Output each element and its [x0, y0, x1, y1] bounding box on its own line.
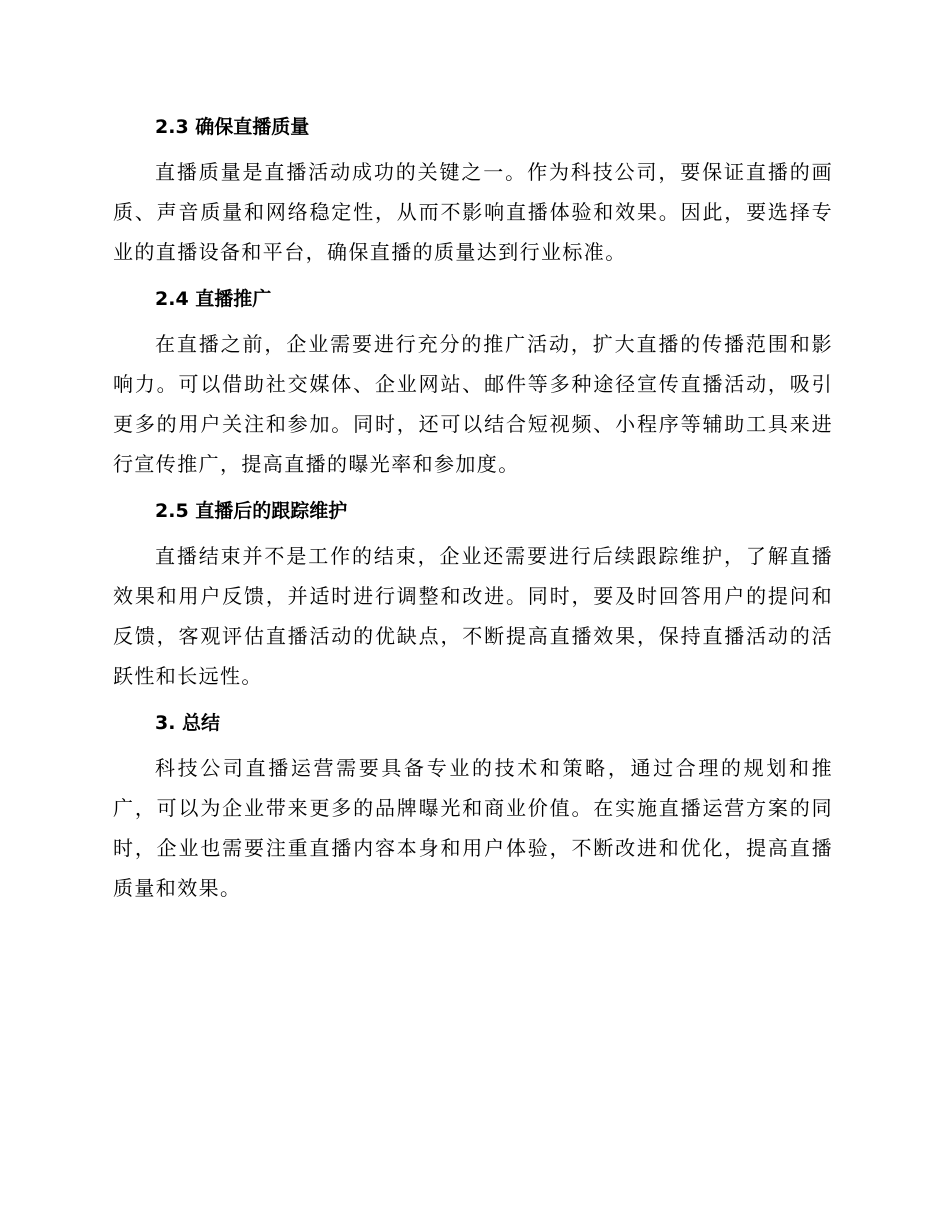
- section-heading: 2.3 确保直播质量: [155, 116, 310, 138]
- section-paragraph: 直播结束并不是工作的结束，企业还需要进行后续跟踪维护，了解直播效果和用户反馈，并适时进行调整和改进。同时，要及时回答用户的提问和反馈，客观评估直播活动的优缺点，不断提高直播效果，保持直播活动的活跃性和长远性。: [113, 544, 833, 688]
- section-paragraph: 直播质量是直播活动成功的关键之一。作为科技公司，要保证直播的画质、声音质量和网络稳定性，从而不影响直播体验和效果。因此，要选择专业的直播设备和平台，确保直播的质量达到行业标准。: [113, 160, 833, 264]
- section-2-3: [113, 108, 833, 272]
- section-heading: 3. 总结: [155, 712, 221, 734]
- section-2-5: [113, 492, 833, 696]
- section-3-summary: [113, 704, 833, 908]
- section-paragraph: 在直播之前，企业需要进行充分的推广活动，扩大直播的传播范围和影响力。可以借助社交媒体、企业网站、邮件等多种途径宣传直播活动，吸引更多的用户关注和参加。同时，还可以结合短视频、小程序等辅助工具来进行宣传推广，提高直播的曝光率和参加度。: [113, 332, 833, 476]
- section-heading: 2.4 直播推广: [155, 288, 272, 310]
- document-body: [113, 108, 833, 916]
- section-2-4: [113, 280, 833, 484]
- section-paragraph: 科技公司直播运营需要具备专业的技术和策略，通过合理的规划和推广，可以为企业带来更多的品牌曝光和商业价值。在实施直播运营方案的同时，企业也需要注重直播内容本身和用户体验，不断改进和优化，提高直播质量和效果。: [113, 756, 833, 900]
- section-heading: 2.5 直播后的跟踪维护: [155, 500, 348, 522]
